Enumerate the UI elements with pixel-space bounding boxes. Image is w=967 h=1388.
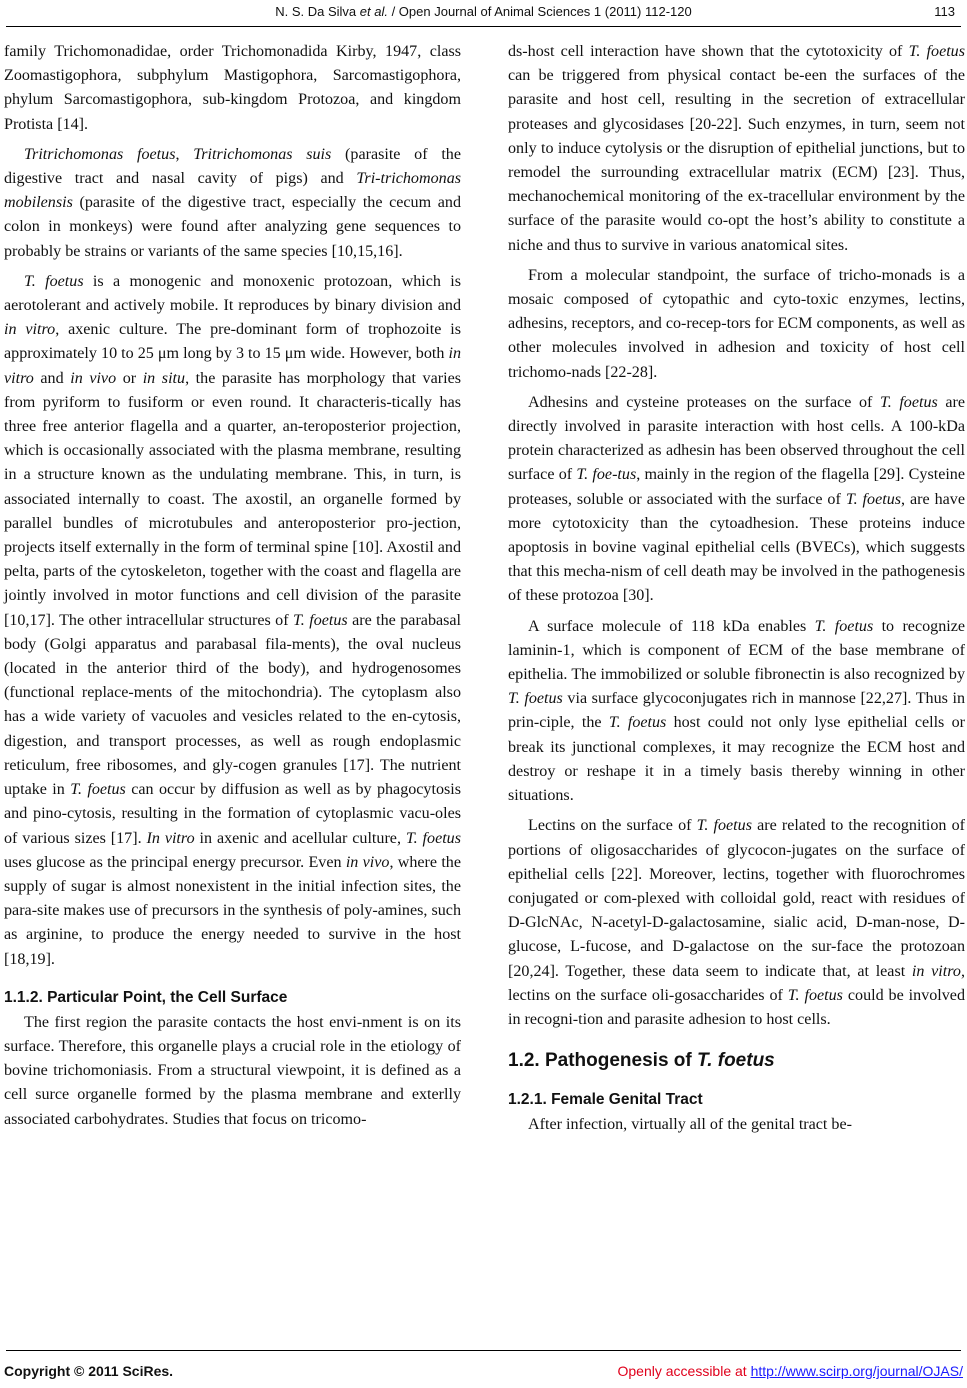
text-run: are directly involved in parasite interaction with host cells. A 100-kDa protein characterized as adhesin has been observed throughout the cell surface of	[508, 393, 966, 484]
header-journal: / Open Journal of Animal Sciences 1 (2011) 112-120	[387, 4, 692, 19]
text-run: can be triggered from physical contact be-een the surfaces of the parasite and host cell, resulting in the secretion of extracellular proteases and glycosidases [20-22]. Such enzymes, in turn, seem not only to induce cytolysis or the disruption of epithelial junctions, but to remodel the surrounding extracellular matrix (ECM) [23]. Thus, mechanochemical monitoring of the ex-tracellular environment by the surface of the parasite would co-opt the host’s ability to constitute a niche and thus to survive in various anatomical sites.	[508, 67, 965, 254]
left-paragraph-1: family Trichomonadidae, order Trichomonadida Kirby, 1947, class Zoomastigophora, subphylum Mastigophora, Sarcomastigophora, phylum Sarcomastigophora, sub-kingdom Protozoa, and kingdom Protista [14].	[4, 43, 461, 133]
right-paragraph-2: From a molecular standpoint, the surface of tricho-monads is a mosaic composed of cytopathic and cyto-toxic enzymes, lectins, adhesins, receptors, and co-recep-tors for ECM components, as well as other molecules involved in adhesion and toxicity of host cell trichomo-nads [22-28].	[508, 266, 965, 381]
text-run: can occur by diffusion as well as by phagocytosis and pino-cytosis, resulting in the formation of cytoplasmic vacu-oles of various sizes [17].	[4, 781, 461, 847]
text-run: could be involved in recogni-tion and parasite adhesion to host cells.	[508, 986, 965, 1028]
latin-term: in vitro	[4, 345, 461, 387]
header-rule	[6, 26, 961, 27]
right-paragraph-3	[508, 391, 965, 609]
latin-term: in situ	[142, 369, 186, 387]
species-name: Tritrichomonas suis	[193, 145, 332, 163]
copyright-notice: Copyright © 2011 SciRes.	[4, 1363, 174, 1379]
species-name: T. foetus	[696, 817, 752, 835]
left-paragraph-4: The first region the parasite contacts the host envi-nment is on its surface. Therefore, this organelle plays a crucial role in the etiology of bovine trichomoniasis. From a structural viewpoint, it is defined as a cell surce organelle formed by the plasma membrane and exterlly associated carbohydrates. Studies that focus on tricomo-	[4, 1013, 461, 1128]
latin-term: in vitro	[911, 962, 961, 980]
header-authors: N. S. Da Silva	[275, 4, 360, 19]
text-run: uses glucose as the principal energy precursor. Even	[4, 853, 346, 871]
latin-term: in vivo	[70, 369, 117, 387]
left-paragraph-3	[4, 270, 461, 972]
text-run: is a monogenic and monoxenic protozoan, which is aerotolerant and actively mobile. It reproduces by binary division and	[4, 272, 461, 315]
text-run: are related to the recognition of portions of oligosaccharides of glycocon-jugates on the surface of epithelial cells [22]. Moreover, lectins, together with fluorochromes conjugated or com-plexed with colloidal gold, react with residues of D-GlcNAc, N-acetyl-D-galactosamine, sialic acid, D-man-nose, D-glucose, L-fucose, and D-galactose on the sur-face the protozoan [20,24]. Together, these data seem to indicate that, at least	[508, 817, 966, 980]
open-access-text: Openly accessible at	[617, 1363, 751, 1379]
species-name: T. foetus	[405, 829, 461, 847]
heading-species: T. foetus	[697, 1050, 775, 1072]
text-run: and	[33, 369, 71, 387]
species-name: T. foetus	[879, 393, 938, 411]
species-name: Tri-trichomonas mobilensis	[4, 170, 461, 212]
text-run: ds-host cell interaction have shown that the cytotoxicity of	[508, 43, 909, 60]
text-run: (parasite of the digestive tract and nasal cavity of pigs) and	[4, 145, 461, 188]
species-name: Tritrichomonas foetus	[24, 145, 176, 163]
section-heading-pathogenesis	[508, 1048, 965, 1074]
page-number: 113	[934, 4, 955, 19]
text-run: are the parabasal body (Golgi apparatus and parabasal fila-ments), the oval nucleus (located in the anterior third of the body), and hydrogenosomes (functional replace-ments of the mitochondria). The cytoplasm also has a wide variety of vacuoles and vesicles related to the en-cytosis, digestion, and transport processes, as well as rough endoplasmic reticulum, free ribosomes, and gly-cogen granules [17]. The nutrient uptake in	[4, 611, 462, 799]
text-run: ,	[175, 145, 194, 163]
species-name: T. foetus	[24, 272, 84, 290]
latin-term: In vitro	[146, 829, 195, 847]
text-run: (parasite of the digestive tract, especially the cecum and colon in monkeys) were found after analyzing gene sequences to probably be strains or variants of the same species [10,15,16].	[4, 194, 461, 260]
right-paragraph-4	[508, 615, 965, 809]
species-name: T. foetus	[293, 611, 348, 629]
open-access-notice	[618, 1363, 964, 1379]
subsection-heading-female-tract: 1.2.1. Female Genital Tract	[508, 1091, 703, 1109]
running-header	[0, 4, 967, 26]
right-paragraph-1	[508, 40, 965, 258]
header-etal: et al.	[359, 4, 388, 19]
species-name: T. foetus	[845, 490, 902, 508]
footer-rule	[6, 1350, 961, 1351]
species-name: T. foetus	[70, 781, 126, 799]
heading-text: 1.2. Pathogenesis of	[508, 1050, 697, 1072]
text-run: , mainly in the region of the flagella [29]. Cysteine proteases, soluble or associated with the surface of	[508, 466, 965, 508]
left-column	[4, 40, 461, 1132]
text-run: host could not only lyse epithelial cells or break its junctional complexes, it may recognize the ECM host and destroy or reshape it in a timely basis thereby winning in other situations.	[508, 714, 965, 805]
journal-link[interactable]: http://www.scirp.org/journal/OJAS/	[750, 1363, 963, 1379]
section-heading-cell-surface: 1.1.2. Particular Point, the Cell Surface	[4, 988, 288, 1006]
text-run: Lectins on the surface of	[528, 817, 697, 835]
latin-term: in vivo	[345, 853, 390, 871]
page-footer	[0, 1350, 967, 1380]
text-run: A surface molecule of 118 kDa enables	[528, 617, 815, 635]
text-run: or	[116, 369, 143, 387]
right-column	[508, 40, 965, 1137]
text-run: , axenic culture. The pre-dominant form of trophozoite is approximately 10 to 25 μm long by 3 to 15 μm wide. However, both	[4, 321, 461, 363]
right-paragraph-5	[508, 814, 965, 1032]
species-name: T. foe-tus	[576, 466, 637, 484]
text-run: , the parasite has morphology that varies from pyriform to fusiform or even round. It characteris-tically has three free anterior flagella and a quarter, an-teroposterior projection, which is occasionally associated with the plasma membrane, resulting in a structure known as the undulating membrane. This, in turn, is associated internally to coast. The axostil, an organelle formed by parallel bundles of microtubules and anteroposterior pro-jection, projects itself externally in the form of terminal spine [10]. Axostil and pelta, parts of the cytoskeleton, together with the coast and flagella are jointly involved in motor functions and cell division of the parasite [10,17]. The other intracellular structures of	[4, 369, 461, 629]
journal-header-title	[0, 4, 967, 19]
species-name: T. foetus	[608, 714, 667, 732]
species-name: T. foetus	[908, 43, 965, 60]
species-name: T. foetus	[787, 986, 843, 1004]
text-run: in axenic and acellular culture,	[194, 829, 406, 847]
species-name: T. foetus	[508, 690, 563, 708]
left-paragraph-2	[4, 143, 461, 264]
right-paragraph-6: After infection, virtually all of the genital tract be-	[528, 1116, 852, 1134]
text-run: Adhesins and cysteine proteases on the surface of	[528, 393, 880, 411]
species-name: T. foetus	[814, 617, 874, 635]
latin-term: in vitro	[4, 321, 56, 339]
text-run: via surface glycoconjugates rich in mannose [22,27]. Thus in prin-ciple, the	[508, 690, 965, 732]
text-run: , lectins on the surface oli-gosaccharides of	[508, 962, 965, 1004]
text-run: , where the supply of sugar is almost nonexistent in the initial infection sites, the para-site makes use of precursors in the synthesis of poly-amines, such as arginine, to produce the energy needed to survive in the host [18,19].	[4, 853, 461, 968]
text-run: to recognize laminin-1, which is component of ECM of the base membrane of epithelia. The immobilized or soluble fibronectin is also recognized by	[508, 617, 965, 684]
text-run: , are have more cytotoxicity than the cytoadhesion. These proteins induce apoptosis in bovine vaginal epithelial cells (BVECs), which suggests that this mecha-nism of cell death may be involved in the pathogenesis of these protozoa [30].	[508, 490, 965, 605]
